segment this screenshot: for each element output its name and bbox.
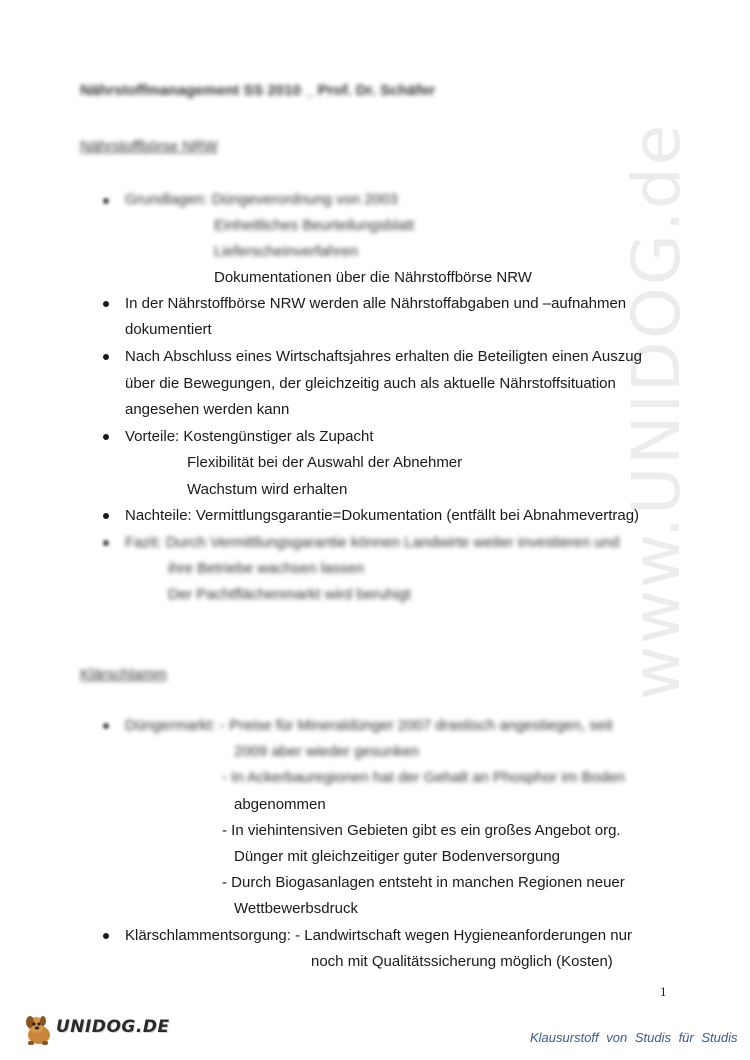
text-line: Lieferscheinverfahren bbox=[214, 243, 359, 260]
text-line: ihre Betriebe wachsen lassen bbox=[168, 560, 364, 577]
text-line: Grundlagen: Düngeverordnung von 2003 bbox=[125, 191, 398, 208]
text-line: Nach Abschluss eines Wirtschaftsjahres erhalten die Beteiligten einen Auszug bbox=[125, 348, 642, 365]
text-line: noch mit Qualitätssicherung möglich (Kosten) bbox=[311, 953, 613, 970]
text-line: Der Pachtflächenmarkt wird beruhigt bbox=[168, 586, 411, 603]
bullet-icon bbox=[103, 301, 109, 307]
text-line: Wachstum wird erhalten bbox=[187, 481, 348, 498]
logo-text: UNIDOG.DE bbox=[56, 1017, 170, 1037]
text-line: dokumentiert bbox=[125, 321, 212, 338]
watermark: www.UNIDOG.de bbox=[618, 122, 695, 700]
text-line: Nachteile: Vermittlungsgarantie=Dokumentation (entfällt bei Abnahmevertrag) bbox=[125, 507, 640, 524]
text-line: - In Ackerbauregionen hat der Gehalt an Phosphor im Boden bbox=[222, 769, 625, 786]
bullet-icon bbox=[103, 933, 109, 939]
text-line: Vorteile: Kostengünstiger als Zupacht bbox=[125, 428, 374, 445]
text-line: - Durch Biogasanlagen entsteht in manchen Regionen neuer bbox=[222, 874, 625, 891]
unidog-logo bbox=[22, 1013, 170, 1049]
text-line: Flexibilität bei der Auswahl der Abnehmer bbox=[187, 454, 463, 471]
section-heading-klaerschlamm: Klärschlamm bbox=[80, 666, 167, 683]
text-line: Klärschlammentsorgung: - Landwirtschaft wegen Hygieneanforderungen nur bbox=[125, 927, 632, 944]
footer-tagline: Klausurstoff von Studis für Studis bbox=[530, 1030, 738, 1045]
text-line: - In viehintensiven Gebieten gibt es ein großes Angebot org. bbox=[222, 822, 621, 839]
text-line: Düngermarkt: - Preise für Mineraldünger 2007 drastisch angestiegen, seit bbox=[125, 717, 613, 734]
text-line: abgenommen bbox=[234, 796, 326, 813]
document-title: Nährstoffmanagement SS 2010 _ Prof. Dr. Schäfer bbox=[80, 82, 436, 99]
bullet-icon bbox=[103, 198, 109, 204]
text-line: In der Nährstoffbörse NRW werden alle Nährstoffabgaben und –aufnahmen bbox=[125, 295, 627, 312]
text-line: 2009 aber wieder gesunken bbox=[234, 743, 420, 760]
page-number: 1 bbox=[660, 984, 667, 999]
text-line: Wettbewerbsdruck bbox=[234, 900, 358, 917]
bullet-icon bbox=[103, 434, 109, 440]
text-line: Fazit: Durch Vermittlungsgarantie können Landwirte weiter investieren und bbox=[125, 534, 620, 551]
dog-mascot-icon bbox=[22, 1013, 56, 1047]
text-line: angesehen werden kann bbox=[125, 401, 290, 418]
text-line: über die Bewegungen, der gleichzeitig auch als aktuelle Nährstoffsituation bbox=[125, 375, 616, 392]
bullet-icon bbox=[103, 723, 109, 729]
text-line: Einheitliches Beurteilungsblatt bbox=[214, 217, 415, 234]
bullet-icon bbox=[103, 354, 109, 360]
text-line: Dokumentationen über die Nährstoffbörse NRW bbox=[214, 269, 532, 286]
text-line: Dünger mit gleichzeitiger guter Bodenversorgung bbox=[234, 848, 561, 865]
section-heading-naehrstoffboerse: Nährstoffbörse NRW bbox=[80, 138, 218, 155]
bullet-icon bbox=[103, 540, 109, 546]
bullet-icon bbox=[103, 513, 109, 519]
